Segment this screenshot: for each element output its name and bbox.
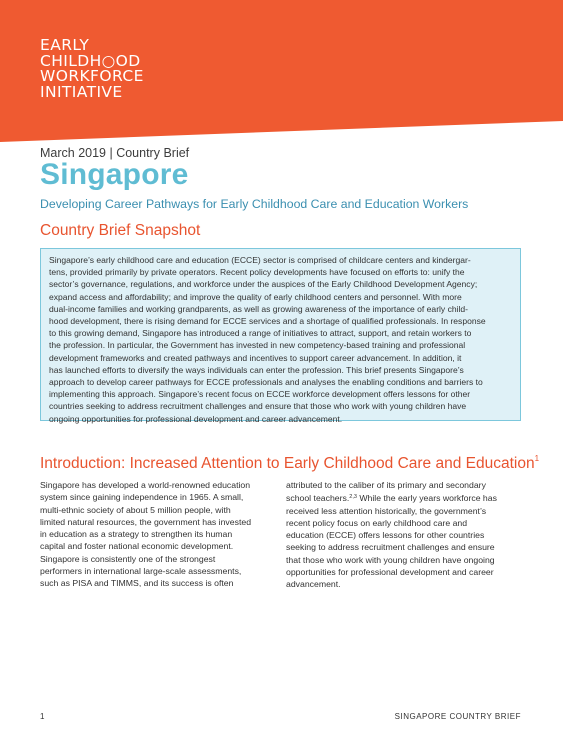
snapshot-line: expand access and affordability; and improve the quality of early childhood centers and personnel. With more (49, 291, 462, 302)
body-line: education (ECCE) offers lessons for other countries (286, 530, 485, 541)
snapshot-box (40, 248, 521, 424)
body-line: seeking to address recruitment challenges and ensure (286, 542, 495, 553)
footnote-ref-1[interactable]: 1 (534, 454, 540, 463)
early-childhood-workforce-initiative-logo (40, 38, 144, 100)
snapshot-line: has launched efforts to diversify the ways individuals can enter the profession. This brief presents Singapore’s (49, 364, 464, 375)
logo-line-1: EARLY (40, 36, 90, 54)
body-line: opportunities for professional development and career (286, 567, 494, 578)
page-title: Singapore (40, 158, 189, 191)
intro-column-left (40, 479, 272, 590)
snapshot-line: dual-income families and working grandparents, as well as growing awareness of the importance of early child- (49, 303, 469, 314)
body-line: school teachers. (286, 493, 350, 504)
introduction-heading (40, 454, 539, 473)
snapshot-line: Singapore’s early childhood care and education (ECCE) sector is comprised of childcare centers and kindergar- (49, 255, 471, 265)
snapshot-text (49, 254, 512, 425)
body-line: in education as a strategy to strengthen its human (40, 529, 233, 540)
body-line: Singapore is consistently one of the strongest (40, 553, 216, 564)
snapshot-line: approach to develop career pathways for ECCE professionals and analyses the enabling conditions and barriers to (49, 377, 483, 388)
body-line: Singapore has developed a world-renowned education (40, 480, 251, 490)
snapshot-line: hood development, there is rising demand for ECCE services and a shortage of qualified professionals. In response (49, 316, 486, 327)
snapshot-heading: Country Brief Snapshot (40, 222, 201, 239)
snapshot-line: sector’s governance, regulations, and workforce under the auspices of the Early Childhood Development Agency; (49, 279, 478, 290)
page-number: 1 (40, 712, 45, 721)
introduction-heading-text: Introduction: Increased Attention to Early Childhood Care and Education (40, 455, 535, 472)
body-line: advancement. (286, 579, 341, 590)
logo-line-4: INITIATIVE (40, 82, 123, 101)
page-subtitle: Developing Career Pathways for Early Childhood Care and Education Workers (40, 197, 469, 211)
snapshot-line: ongoing opportunities for professional development and career advancement. (49, 413, 343, 424)
body-line: such as PISA and TIMMS, and its success is often (40, 578, 234, 589)
snapshot-line: tens, provided primarily by private operators. Recent policy developments have focused on efforts to: unify the (49, 267, 465, 278)
body-line: attributed to the caliber of its primary and secondary (286, 480, 486, 490)
body-line: capital and foster national economic development. (40, 541, 234, 552)
body-line: limited natural resources, the government has invested (40, 516, 252, 527)
body-line: multi-ethnic society of about 5 million people, with (40, 504, 231, 515)
snapshot-line: countries seeking to address recruitment challenges and ensure that those who work with young children have (49, 401, 467, 412)
snapshot-line: implementing this approach. Singapore’s recent focus on ECCE workforce development offers lessons for other (49, 389, 471, 400)
running-footer-title: SINGAPORE COUNTRY BRIEF (394, 712, 521, 721)
body-line-rest: While the early years workforce has (356, 493, 497, 504)
body-line: received less attention historically, the government’s (286, 505, 487, 516)
body-line: recent policy focus on early childhood care and (286, 517, 468, 528)
logo-line-3: WORKFORCE (40, 67, 144, 85)
snapshot-line: the profession. In particular, the Government has invested in new competency-based training and professional (49, 340, 466, 351)
body-line: system since gaining independence in 1965. A small, (40, 492, 244, 503)
snapshot-line: development frameworks and created pathways and incentives to support career advancement. In addition, it (49, 352, 462, 363)
intro-column-right (286, 479, 518, 591)
snapshot-line: to this growing demand, Singapore has introduced a range of initiatives to attract, support, and retain workers to (49, 328, 472, 339)
footnote-ref-2-3[interactable]: 2,3 (349, 494, 357, 501)
body-line: performers in international large-scale assessments, (40, 566, 242, 577)
body-line: that those who work with young children have ongoing (286, 554, 495, 565)
logo-line-2: CHILDH○OD (40, 51, 141, 70)
date-and-type: March 2019 | Country Brief (40, 146, 190, 160)
